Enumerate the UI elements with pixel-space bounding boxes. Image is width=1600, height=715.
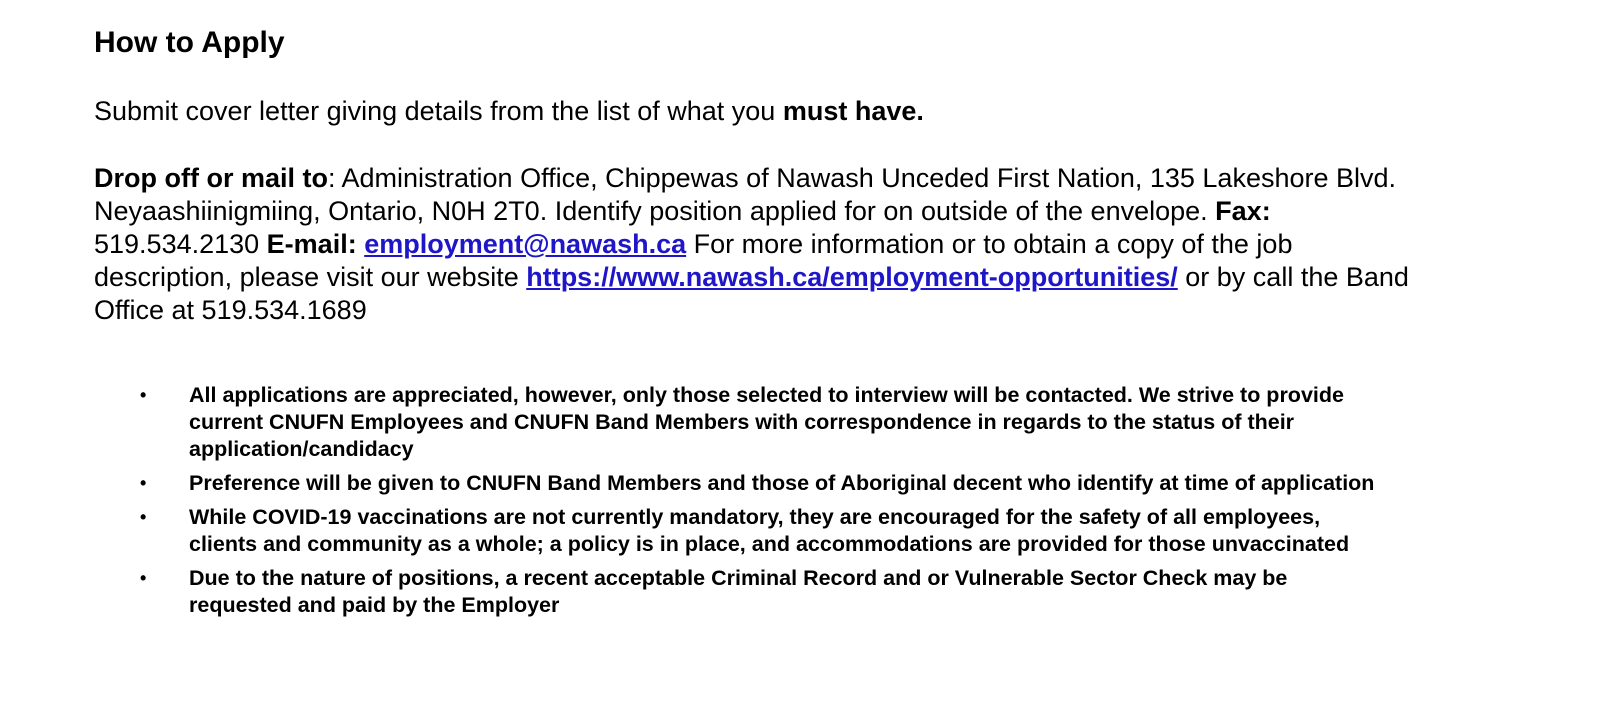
contact-line-2 [94, 195, 1534, 228]
contact-line-4 [94, 261, 1534, 294]
bullet-icon: • [140, 385, 147, 405]
intro-text: Submit cover letter giving details from the list of what you [94, 96, 783, 126]
email-link[interactable]: employment@nawash.ca [364, 229, 687, 259]
contact-line-5 [94, 294, 1534, 327]
address-line-1: : Administration Office, Chippewas of Nawash Unceded First Nation, 135 Lakeshore Blvd. [327, 163, 1397, 193]
intro-bold: must have. [782, 96, 924, 126]
fax-label: Fax: [1215, 196, 1271, 226]
intro-paragraph [94, 96, 924, 127]
bullet-icon: • [140, 568, 147, 588]
office-phone-text: Office at 519.534.1689 [94, 295, 367, 325]
bullet-icon: • [140, 507, 147, 527]
list-item-line: While COVID-19 vaccinations are not currently mandatory, they are encouraged for the safety of all employees, [189, 505, 1321, 529]
address-line-2: Neyaashiinigmiing, Ontario, N0H 2T0. Identify position applied for on outside of the envelope. [94, 196, 1216, 226]
bullet-icon: • [140, 473, 147, 493]
list-item [94, 565, 1534, 619]
call-text: or by call the Band [1177, 262, 1409, 292]
website-intro-text: description, please visit our website [94, 262, 527, 292]
list-item-line: requested and paid by the Employer [189, 593, 560, 617]
contact-paragraph [94, 162, 1534, 327]
list-item [94, 470, 1534, 497]
contact-line-3 [94, 228, 1534, 261]
list-item-line: current CNUFN Employees and CNUFN Band Members with correspondence in regards to the status of their [189, 410, 1295, 434]
more-info-text: For more information or to obtain a copy of the job [686, 229, 1293, 259]
website-link[interactable]: https://www.nawash.ca/employment-opportunities/ [526, 262, 1178, 292]
contact-line-1 [94, 162, 1534, 195]
list-item-line: Due to the nature of positions, a recent acceptable Criminal Record and or Vulnerable Sector Check may be [189, 566, 1288, 590]
list-item [94, 504, 1534, 558]
list-item-line: Preference will be given to CNUFN Band Members and those of Aboriginal decent who identify at time of application [189, 471, 1375, 495]
page-title: How to Apply [94, 26, 285, 59]
list-item [94, 382, 1534, 463]
email-label: E-mail: [266, 229, 365, 259]
list-item-line: All applications are appreciated, however, only those selected to interview will be contacted. We strive to provide [189, 383, 1344, 407]
notes-list [94, 382, 1534, 626]
drop-off-label: Drop off or mail to [94, 163, 328, 193]
list-item-line: clients and community as a whole; a policy is in place, and accommodations are provided for those unvaccinated [189, 532, 1350, 556]
list-item-line: application/candidacy [189, 437, 414, 461]
fax-number: 519.534.2130 [94, 229, 267, 259]
